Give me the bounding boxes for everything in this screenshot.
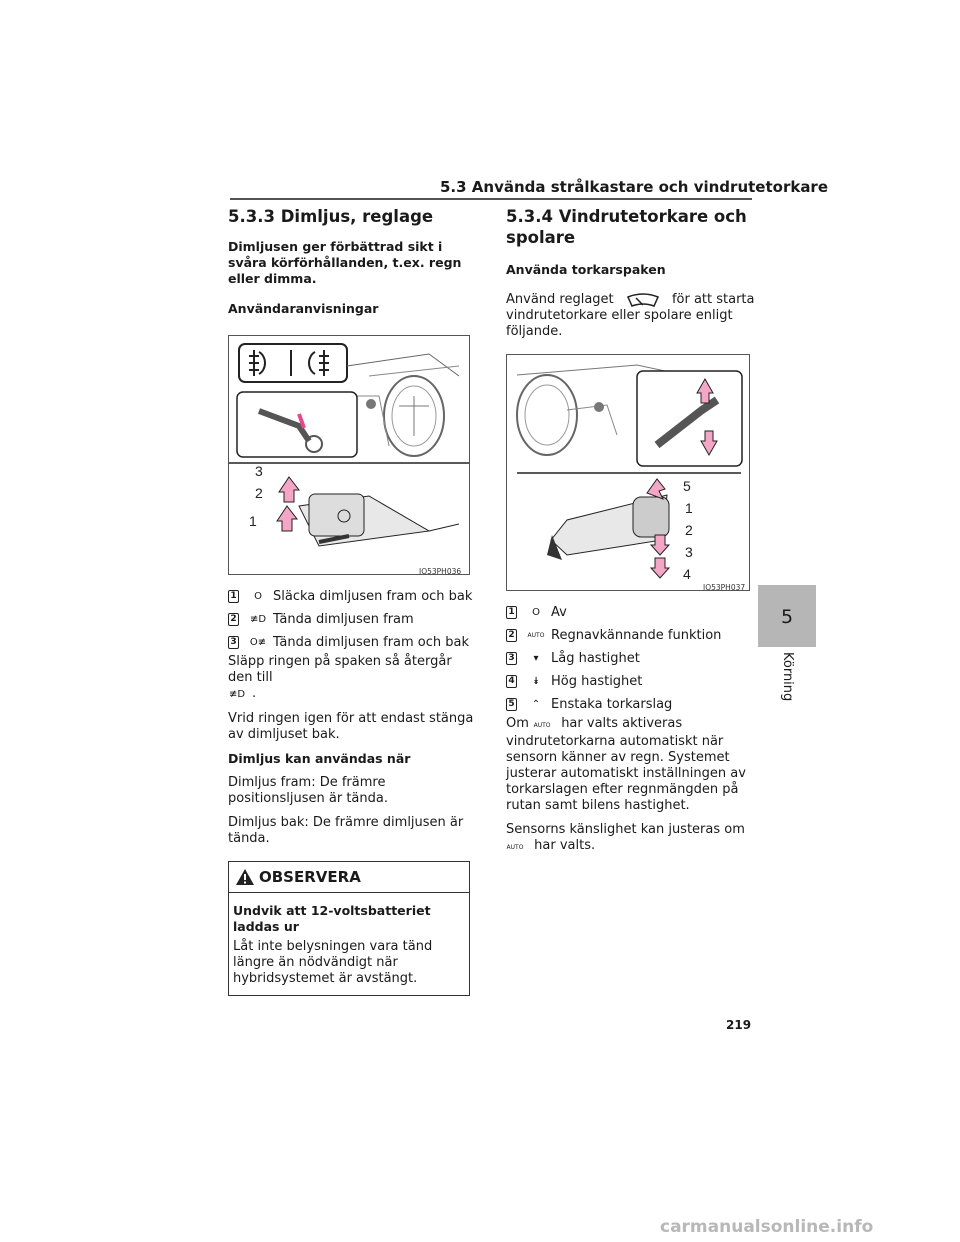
section-heading-wiper: 5.3.4 Vindrutetorkare och spolare [506, 207, 747, 247]
wiper-switch-illustration [507, 355, 750, 591]
item-number: 1 [228, 590, 239, 603]
fog-switch-figure [228, 335, 470, 575]
item-text: Tända dimljusen fram och bak [273, 635, 470, 650]
fog-switch-illustration [229, 336, 470, 575]
item-number: 3 [228, 636, 239, 649]
rear-fog-text: Dimljus bak: De främre dimljusen är tända. [228, 815, 464, 846]
list-item [506, 670, 756, 693]
chapter-tab-number: 5 [780, 606, 794, 628]
auto-text-start: Om [506, 716, 529, 731]
figure-number: 4 [683, 566, 691, 582]
right-column [506, 206, 756, 864]
wiper-switch-figure [506, 354, 750, 591]
figure-number: 1 [249, 513, 257, 529]
figure-id: IO53PH037 [703, 583, 746, 591]
sensitivity-text-start: Sensorns känslighet kan justeras om [506, 822, 745, 837]
wiper-intro [506, 292, 756, 340]
front-fog-text: Dimljus fram: De främre positionsljusen är tända. [228, 775, 388, 806]
release-text-start: Släpp ringen på spaken så återgår den till [228, 654, 452, 685]
item-number: 5 [506, 698, 517, 711]
warning-icon [235, 868, 255, 886]
auto-icon: AUTO [533, 722, 551, 729]
auto-icon: AUTO [527, 632, 545, 639]
front-fog-icon: ≢D [249, 614, 267, 625]
figure-number: 3 [255, 463, 263, 479]
auto-text-end: har valts aktiveras vindrutetorkarna automatiskt när sensorn känner av regn. Systemet justerar automatiskt inställningen av torkarslagen efter regnmängden på rutan samt bilens hastighet. [506, 716, 746, 813]
item-text: Regnavkännande funktion [551, 628, 722, 643]
high-speed-icon: ⯯ [533, 676, 539, 687]
release-text-end: . [252, 686, 257, 701]
list-item [228, 631, 478, 654]
left-column [228, 206, 478, 996]
figure-number: 1 [685, 500, 693, 516]
figure-number: 2 [685, 522, 693, 538]
item-text: Släcka dimljusen fram och bak [273, 589, 473, 604]
list-item [506, 693, 756, 716]
rear-fog-icon: O≢ [249, 637, 267, 648]
list-item [506, 601, 756, 624]
off-circle-icon: O [532, 607, 540, 618]
item-number: 1 [506, 606, 517, 619]
rotate-text: Vrid ringen igen för att endast stänga av dimljuset bak. [228, 711, 474, 742]
page-header-title: 5.3 Använda strålkastare och vindrutetorkare [440, 178, 829, 196]
list-item [506, 647, 756, 670]
sensitivity-text-end: har valts. [534, 838, 596, 853]
front-fog-icon: ≢D [228, 689, 246, 700]
figure-id: IO53PH036 [419, 567, 462, 575]
single-wipe-icon: ⌃ [531, 699, 541, 710]
page-number: 219 [726, 1018, 752, 1032]
item-text: Enstaka torkarslag [551, 697, 673, 712]
figure-number: 3 [685, 544, 693, 560]
release-text [228, 654, 478, 703]
list-item [506, 624, 756, 647]
arrow-marker [277, 477, 299, 531]
notice-text: Låt inte belysningen vara tänd längre än nödvändigt när hybridsystemet är avstängt. [233, 939, 433, 986]
auto-text [506, 716, 756, 814]
wiper-intro-start: Använd reglaget [506, 292, 614, 307]
figure-number: 5 [683, 478, 691, 494]
wiper-subheading: Använda torkarspaken [506, 262, 666, 277]
off-circle-icon: O [254, 591, 262, 602]
wiper-icon [626, 293, 660, 307]
notice-header [229, 862, 469, 893]
auto-icon: AUTO [506, 844, 524, 851]
wiper-intro-end: för att starta vindrutetorkare eller spolare enligt följande. [506, 292, 755, 339]
notice-box [228, 861, 470, 996]
item-number: 2 [506, 629, 517, 642]
item-text: Låg hastighet [551, 651, 640, 666]
watermark: carmanualsonline.info [660, 1217, 874, 1237]
low-speed-icon: ▾ [533, 653, 539, 664]
item-number: 3 [506, 652, 517, 665]
fog-intro: Dimljusen ger förbättrad sikt i svåra körförhållanden, t.ex. regn eller dimma. [228, 239, 462, 286]
section-heading-fog: 5.3.3 Dimljus, reglage [228, 207, 434, 226]
list-item [228, 585, 478, 608]
notice-subtitle: Undvik att 12-voltsbatteriet laddas ur [233, 903, 431, 934]
item-number: 2 [228, 613, 239, 626]
item-text: Hög hastighet [551, 674, 643, 689]
header-rule [230, 198, 752, 200]
sensitivity-text [506, 822, 756, 856]
chapter-tab-label [777, 652, 797, 712]
figure-number: 2 [255, 485, 263, 501]
fog-subheading: Användaranvisningar [228, 301, 379, 316]
list-item [228, 608, 478, 631]
item-number: 4 [506, 675, 517, 688]
notice-title: OBSERVERA [259, 867, 361, 886]
chapter-label-text: Körning [780, 652, 795, 702]
usage-heading: Dimljus kan användas när [228, 751, 411, 766]
item-text: Tända dimljusen fram [273, 612, 414, 627]
item-text: Av [551, 605, 567, 620]
